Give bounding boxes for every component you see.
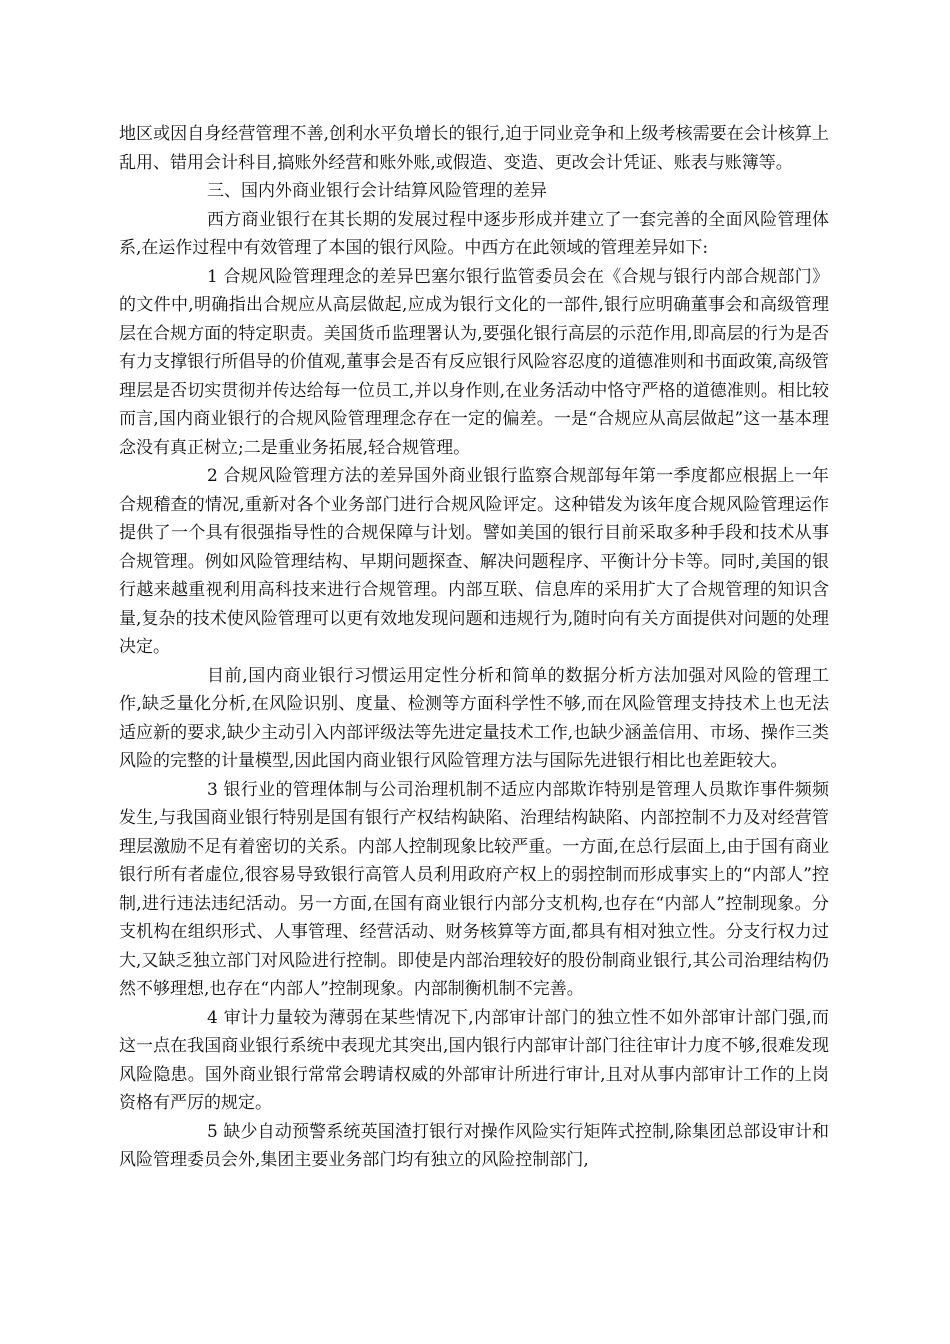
paragraph-point-4: 4 审计力量较为薄弱在某些情况下,内部审计部门的独立性不如外部审计部门强,而这一点在我国商业银行系统中表现尤其突出,国内银行内部审计部门往往审计力度不够,很难发现风险隐患。国外商业银行常常会聘请权威的外部审计所进行审计,且对从事内部审计工作的上岗资格有严厉的规定。 [119,1007,829,1113]
document-body [119,120,829,1175]
paragraph-point-3: 3 银行业的管理体制与公司治理机制不适应内部欺诈特别是管理人员欺诈事件频频发生,与我国商业银行特别是国有银行产权结构缺陷、治理结构缺陷、内部控制不力及对经营管理层激励不足有着密切的关系。内部人控制现象比较严重。一方面,在总行层面上,由于国有商业银行所有者虚位,很容易导致银行高管人员利用政府产权上的弱控制而形成事实上的“内部人”控制,进行违法违纪活动。另一方面,在国有商业银行内部分支机构,也存在“内部人”控制现象。分支机构在组织形式、人事管理、经营活动、财务核算等方面,都具有相对独立性。分支行权力过大,又缺乏独立部门对风险进行控制。即使是内部治理较好的股份制商业银行,其公司治理结构仍然不够理想,也存在“内部人”控制现象。内部制衡机制不完善。 [119,779,829,999]
paragraph-point-5: 5 缺少自动预警系统英国渣打银行对操作风险实行矩阵式控制,除集团总部设审计和风险管理委员会外,集团主要业务部门均有独立的风险控制部门, [119,1121,829,1170]
paragraph-point-1: 1 合规风险管理理念的差异巴塞尔银行监管委员会在《合规与银行内部合规部门》的文件中,明确指出合规应从高层做起,应成为银行文化的一部件,银行应明确董事会和高级管理层在合规方面的特定职责。美国货币监理署认为,要强化银行高层的示范作用,即高层的行为是否有力支撑银行所倡导的价值观,董事会是否有反应银行风险容忍度的道德准则和书面政策,高级管理层是否切实贯彻并传达给每一位员工,并以身作则,在业务活动中恪守严格的道德准则。相比较而言,国内商业银行的合规风险管理理念存在一定的偏差。一是“合规应从高层做起”这一基本理念没有真正树立;二是重业务拓展,轻合规管理。 [119,266,829,458]
paragraph-intro: 西方商业银行在其长期的发展过程中逐步形成并建立了一套完善的全面风险管理体系,在运作过程中有效管理了本国的银行风险。中西方在此领域的管理差异如下: [119,209,829,258]
paragraph-domestic-methods: 目前,国内商业银行习惯运用定性分析和简单的数据分析方法加强对风险的管理工作,缺乏量化分析,在风险识别、度量、检测等方面科学性不够,而在风险管理支持技术上也无法适应新的要求,缺少主动引入内部评级法等先进定量技术工作,也缺少涵盖信用、市场、操作三类风险的完整的计量模型,因此国内商业银行风险管理方法与国际先进银行相比也差距较大。 [119,665,829,771]
paragraph-point-2: 2 合规风险管理方法的差异国外商业银行监察合规部每年第一季度都应根据上一年合规稽查的情况,重新对各个业务部门进行合规风险评定。这种错发为该年度合规风险管理运作提供了一个具有很强指导性的合规保障与计划。譬如美国的银行目前采取多种手段和技术从事合规管理。例如风险管理结构、早期问题探查、解决问题程序、平衡计分卡等。同时,美国的银行越来越重视利用高科技来进行合规管理。内部互联、信息库的采用扩大了合规管理的知识含量,复杂的技术使风险管理可以更有效地发现问题和违规行为,随时向有关方面提供对问题的处理决定。 [119,466,829,657]
section-heading: 三、国内外商业银行会计结算风险管理的差异 [207,181,547,201]
paragraph-continuation: 地区或因自身经营管理不善,创利水平负增长的银行,迫于同业竞争和上级考核需要在会计核算上乱用、错用会计科目,搞账外经营和账外账,或假造、变造、更改会计凭证、账表与账簿等。 [119,124,829,173]
